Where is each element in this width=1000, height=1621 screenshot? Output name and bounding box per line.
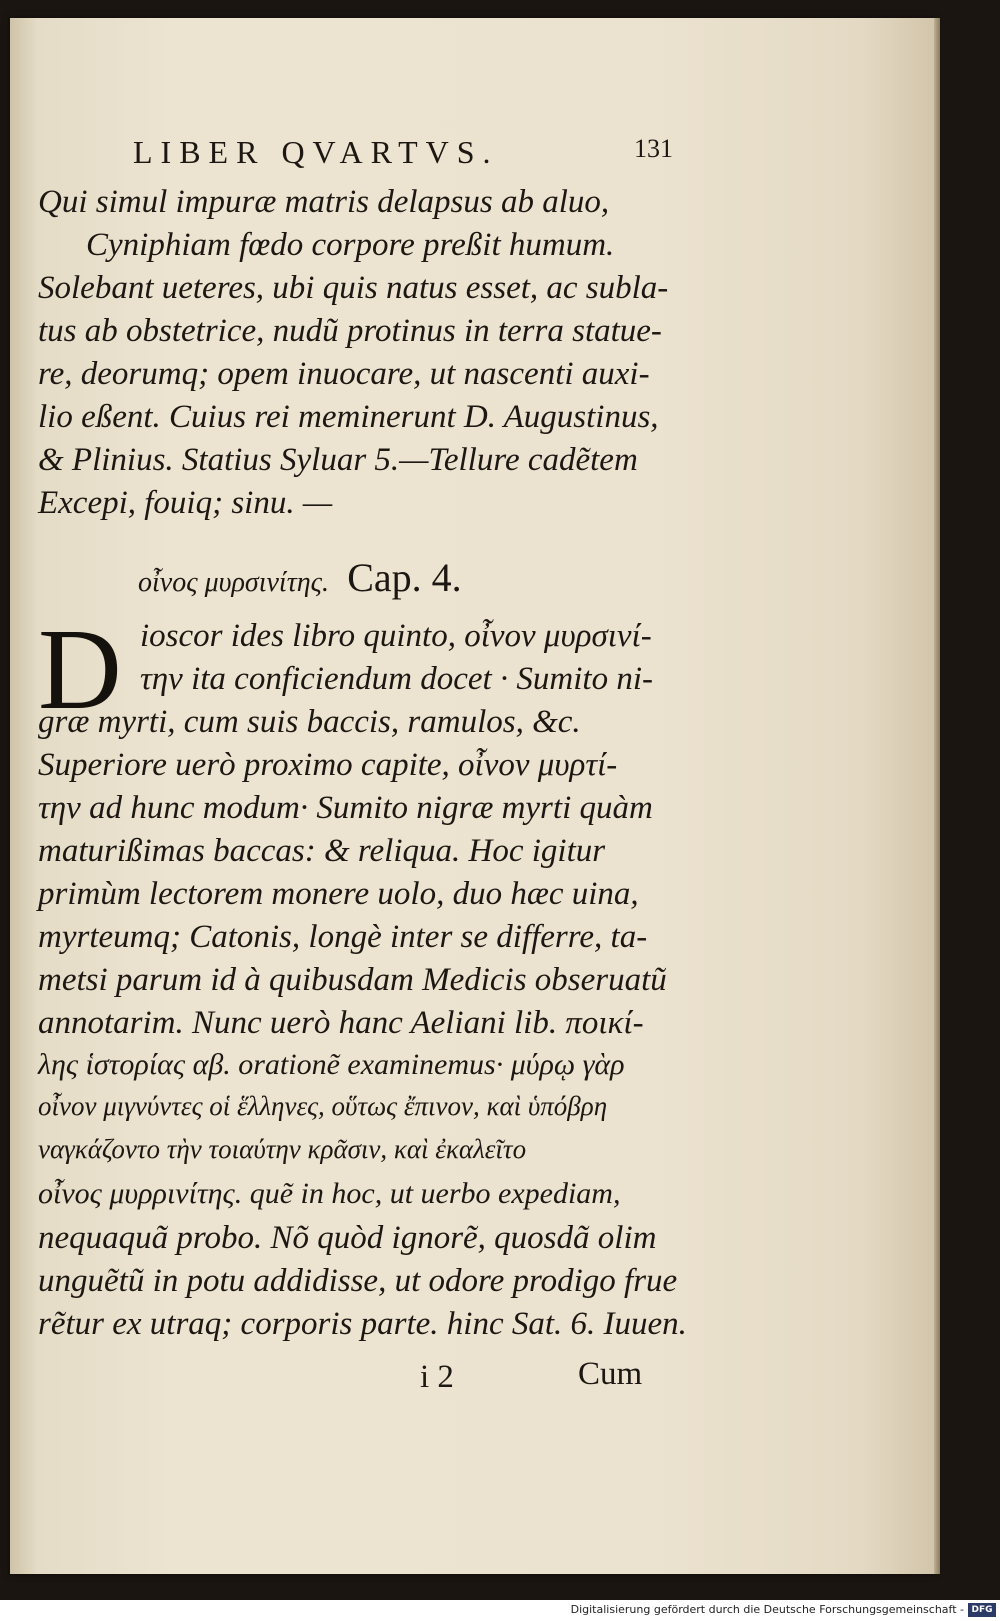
dfg-logo: DFG — [968, 1603, 996, 1617]
para2-line: Superiore uerò proximo capite, οἶνον μυρτί- — [38, 747, 618, 783]
para2-line: myrteumq; Catonis, longè inter se differre, ta- — [38, 919, 648, 955]
para2-line: græ myrti, cum suis baccis, ramulos, &c. — [38, 704, 581, 740]
verse-line-1: Qui simul impuræ matris delapsus ab aluo, — [38, 184, 610, 220]
chapter-label: Cap. 4. — [347, 555, 462, 600]
verse-line-2: Cyniphiam fœdo corpore preßit humum. — [86, 227, 615, 263]
para1-line: Solebant ueteres, ubi quis natus esset, ac subla- — [38, 270, 669, 306]
footer-bar — [0, 1600, 1000, 1621]
para2-line: primùm lectorem monere uolo, duo hæc uina, — [38, 876, 639, 912]
chapter-heading — [138, 554, 462, 601]
para2-line: λης ἱστορίας αβ. orationẽ examinemus· μύρῳ γὰρ — [38, 1048, 625, 1081]
para1-line: lio eßent. Cuius rei meminerunt D. Augustinus, — [38, 399, 659, 435]
catchword: Cum — [578, 1356, 643, 1392]
para2-line: την ita conficiendum docet · Sumito ni- — [140, 661, 653, 697]
para2-line: maturißimas baccas: & reliqua. Hoc igitur — [38, 833, 606, 869]
para2-line: unguẽtũ in potu addidisse, ut odore prodigo frue — [38, 1263, 678, 1299]
para1-line: tus ab obstetrice, nudũ protinus in terra statue- — [38, 313, 662, 349]
para1-line: re, deorumq; opem inuocare, ut nascenti auxi- — [38, 356, 650, 392]
para2-line: annotarim. Nunc uerò hanc Aeliani lib. ποικί- — [38, 1005, 644, 1041]
para2-line: ναγκάζοντο τὴν τοιαύτην κρᾶσιν, καὶ ἐκαλεῖτο — [38, 1134, 527, 1164]
dropcap-letter: D — [38, 606, 122, 734]
chapter-greek: οἶνος μυρσινίτης. — [138, 567, 329, 598]
para1-line: Excepi, fouiq; sinu. — — [38, 485, 333, 521]
footer-credit: Digitalisierung gefördert durch die Deutsche Forschungsgemeinschaft - — [570, 1603, 964, 1616]
running-head: LIBER QVARTVS. — [133, 134, 499, 170]
para2-line: rẽtur ex utraq; corporis parte. hinc Sat. 6. Iuuen. — [38, 1306, 687, 1342]
folio-number: 131 — [634, 134, 673, 163]
para2-line: οἶνος μυρρινίτης. quẽ in hoc, ut uerbo expediam, — [38, 1177, 621, 1210]
signature-mark: i 2 — [420, 1359, 454, 1395]
para2-line: ioscor ides libro quinto, οἶνον μυρσινί- — [140, 618, 652, 654]
para2-line: metsi parum id à quibusdam Medicis obseruatũ — [38, 962, 667, 998]
para2-line: nequaquã probo. Nõ quòd ignorẽ, quosdã olim — [38, 1220, 657, 1256]
para2-line: την ad hunc modum· Sumito nigræ myrti quàm — [38, 790, 653, 826]
page-edge — [934, 18, 940, 1574]
para2-line: οἶνον μιγνύντες οἱ ἕλληνες, οὕτως ἔπινον, καὶ ὑπόβρη — [38, 1091, 608, 1121]
book-page — [10, 18, 934, 1574]
para1-line: & Plinius. Statius Syluar 5.—Tellure cadẽtem — [38, 442, 638, 478]
